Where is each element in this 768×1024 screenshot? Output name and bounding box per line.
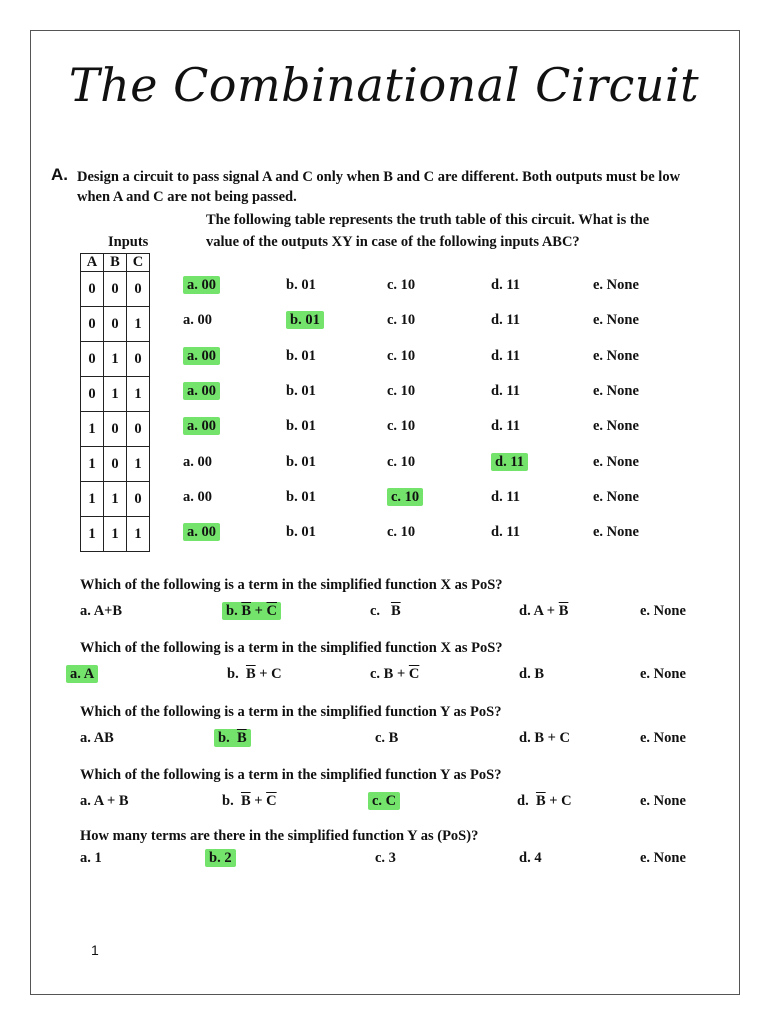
truth-row-8-option-c[interactable] (387, 524, 415, 541)
truth-table-cell: 0 (104, 272, 127, 307)
truth-row-4-option-d[interactable] (491, 383, 520, 400)
truth-table-cell: 1 (127, 377, 150, 412)
truth-option-label: e. None (593, 347, 639, 364)
q3-b-term: $\overline{B}$ (236, 730, 247, 746)
truth-option-label: b. 01 (286, 382, 316, 399)
truth-table-row (81, 307, 150, 342)
q2-option-e[interactable]: e. None (640, 666, 686, 682)
truth-option-label: a. 00 (183, 523, 220, 541)
q2-c-prefix: c. B + (370, 666, 409, 682)
intro-line-4: value of the outputs XY in case of the following inputs ABC? (206, 234, 580, 250)
truth-option-label: d. 11 (491, 418, 521, 435)
q5-option-b-highlight: b. 2 (205, 849, 236, 867)
truth-row-1-option-c[interactable] (387, 277, 415, 294)
q4-option-c[interactable] (368, 793, 400, 810)
q1-option-d[interactable] (519, 603, 568, 620)
truth-option-label: e. None (593, 488, 639, 505)
truth-option-label: b. 01 (286, 524, 316, 541)
truth-option-label: d. 11 (491, 488, 521, 505)
truth-option-label: d. 11 (491, 347, 521, 364)
truth-row-8-option-e[interactable] (593, 524, 639, 541)
q4-b-term1: $\overline{B}$ (240, 793, 251, 809)
truth-option-label: e. None (593, 277, 639, 293)
truth-table-header (81, 254, 150, 272)
q2-option-c[interactable] (370, 666, 419, 683)
q2-b-term: $\overline{B}$ (245, 666, 256, 682)
truth-row-6-option-c[interactable] (387, 454, 415, 471)
truth-table-cell: 0 (81, 307, 104, 342)
q1-option-b[interactable] (222, 603, 281, 620)
truth-option-label: a. 00 (183, 276, 220, 294)
truth-option-label: c. 10 (387, 312, 416, 329)
truth-row-3-option-a[interactable] (183, 348, 220, 365)
truth-table-cell: 0 (104, 447, 127, 482)
truth-table-row (81, 517, 150, 552)
truth-option-label: a. 00 (183, 382, 220, 400)
truth-row-8-option-b[interactable] (286, 524, 316, 541)
intro-line-2: when A and C are not being passed. (77, 189, 297, 205)
truth-row-2-option-d[interactable] (491, 312, 520, 329)
q1-option-c[interactable] (370, 603, 401, 620)
truth-table-cell: 1 (81, 412, 104, 447)
question-label: A. (51, 165, 68, 184)
q4-d-prefix: d. (517, 793, 529, 809)
q3-b-prefix: b. (218, 730, 230, 746)
q4-option-a[interactable]: a. A + B (80, 793, 129, 809)
truth-row-4-option-a[interactable] (183, 383, 220, 400)
intro-line-1: Design a circuit to pass signal A and C only when B and C are different. Both outputs must be low (77, 169, 681, 185)
truth-table-cell: 0 (81, 272, 104, 307)
truth-row-1-option-b[interactable] (286, 277, 316, 294)
truth-row-4-option-c[interactable] (387, 383, 415, 400)
q1-b-op: + (251, 603, 267, 619)
truth-table-cell: 1 (104, 517, 127, 552)
truth-table-cell: 1 (127, 307, 150, 342)
truth-option-label: e. None (593, 382, 639, 399)
truth-table-row (81, 447, 150, 482)
truth-row-7-option-b[interactable] (286, 489, 316, 506)
q4-option-b[interactable] (222, 793, 277, 810)
inputs-label: Inputs (108, 234, 149, 250)
truth-option-label: d. 11 (491, 524, 521, 541)
truth-row-2-option-c[interactable] (387, 312, 415, 329)
truth-table-cell: 1 (81, 482, 104, 517)
q5-text: How many terms are there in the simplified function Y as (PoS)? (80, 828, 479, 844)
truth-option-label: e. None (593, 524, 639, 541)
q5-option-b[interactable] (205, 850, 236, 867)
q1-c-term: $\overline{B}$ (390, 603, 401, 619)
q1-d-term: $\overline{B}$ (558, 603, 569, 619)
truth-table-cell: 1 (104, 342, 127, 377)
truth-row-4-option-e[interactable] (593, 383, 639, 400)
q4-option-d[interactable] (517, 793, 572, 810)
truth-table-row (81, 482, 150, 517)
q3-option-b-highlight (214, 729, 251, 747)
intro-line-3: The following table represents the truth table of this circuit. What is the (206, 212, 650, 228)
page-number: 1 (91, 942, 99, 958)
q5-option-e[interactable]: e. None (640, 850, 686, 866)
truth-option-label: c. 10 (387, 277, 416, 293)
truth-row-5-option-b[interactable] (286, 418, 316, 435)
truth-table-cell: 1 (104, 377, 127, 412)
truth-table-row (81, 272, 150, 307)
q4-b-op: + (250, 793, 267, 809)
truth-option-label: a. 00 (183, 417, 220, 435)
truth-option-label: c. 10 (387, 382, 416, 399)
truth-option-label: b. 01 (286, 418, 316, 435)
truth-table-cell: 0 (127, 272, 150, 307)
q1-option-a[interactable]: a. A+B (80, 603, 123, 619)
truth-table-cell: 0 (104, 307, 127, 342)
truth-row-6-option-b[interactable] (286, 454, 316, 471)
truth-row-7-option-d[interactable] (491, 489, 520, 506)
truth-table-row (81, 412, 150, 447)
q1-b-term2: $\overline{C}$ (266, 603, 277, 619)
q4-text: Which of the following is a term in the simplified function Y as PoS? (80, 767, 502, 783)
truth-option-label: e. None (593, 418, 639, 435)
truth-table-cell: 1 (127, 447, 150, 482)
q3-option-c[interactable]: c. B (375, 730, 399, 746)
q3-option-d[interactable]: d. B + C (519, 730, 570, 746)
truth-option-label: a. 00 (183, 347, 220, 365)
truth-row-7-option-a[interactable] (183, 489, 212, 506)
truth-row-2-option-a[interactable] (183, 312, 212, 329)
page-title: The Combinational Circuit (68, 58, 700, 112)
truth-option-label: a. 00 (183, 312, 212, 329)
truth-table-cell: 0 (104, 412, 127, 447)
truth-table-cell: 0 (127, 342, 150, 377)
truth-row-3-option-b[interactable] (286, 348, 316, 365)
truth-option-label: c. 10 (387, 524, 416, 541)
truth-option-label: d. 11 (491, 312, 521, 329)
q4-d-term: $\overline{B}$ (535, 793, 546, 809)
truth-row-3-option-d[interactable] (491, 348, 520, 365)
q4-option-c-highlight: c. C (368, 792, 400, 810)
truth-option-label: b. 01 (286, 453, 316, 470)
q3-text: Which of the following is a term in the simplified function Y as PoS? (80, 704, 502, 720)
q4-option-e[interactable]: e. None (640, 793, 686, 809)
truth-option-label: d. 11 (491, 277, 521, 293)
truth-option-label: d. 11 (491, 382, 521, 399)
truth-row-4-option-b[interactable] (286, 383, 316, 400)
q1-d-prefix: d. A + (519, 603, 559, 619)
q2-c-term: $\overline{C}$ (408, 666, 420, 682)
truth-option-label: e. None (593, 453, 639, 470)
header-b: B (104, 254, 127, 272)
truth-row-1-option-a[interactable] (183, 277, 220, 294)
truth-row-7-option-c[interactable] (387, 489, 423, 506)
truth-row-8-option-d[interactable] (491, 524, 520, 541)
q5-option-d[interactable]: d. 4 (519, 850, 542, 866)
truth-option-label: b. 01 (286, 488, 316, 505)
q3-option-a[interactable]: a. AB (80, 730, 114, 746)
truth-row-3-option-e[interactable] (593, 348, 639, 365)
truth-row-1-option-d[interactable] (491, 277, 520, 294)
q4-b-prefix: b. (222, 793, 234, 809)
q1-text: Which of the following is a term in the simplified function X as PoS? (80, 577, 503, 593)
truth-table-cell: 1 (104, 482, 127, 517)
q1-b-prefix: b. (226, 603, 238, 619)
truth-table-cell: 1 (81, 517, 104, 552)
truth-option-label: d. 11 (491, 453, 528, 471)
truth-row-5-option-a[interactable] (183, 418, 220, 435)
truth-option-label: c. 10 (387, 453, 416, 470)
truth-row-3-option-c[interactable] (387, 348, 415, 365)
truth-row-7-option-e[interactable] (593, 489, 639, 506)
truth-row-6-option-d[interactable] (491, 454, 528, 471)
truth-row-6-option-a[interactable] (183, 454, 212, 471)
q3-option-b[interactable] (214, 730, 251, 747)
q2-b-prefix: b. (227, 666, 239, 682)
truth-row-5-option-d[interactable] (491, 418, 520, 435)
truth-table-cell: 0 (81, 377, 104, 412)
truth-table-cell: 0 (127, 412, 150, 447)
truth-row-8-option-a[interactable] (183, 524, 220, 541)
truth-option-label: e. None (593, 312, 639, 329)
q3-option-e[interactable]: e. None (640, 730, 686, 746)
q2-option-a[interactable] (66, 666, 98, 683)
q2-option-a-highlight: a. A (66, 665, 98, 683)
truth-option-label: c. 10 (387, 488, 423, 506)
truth-row-5-option-e[interactable] (593, 418, 639, 435)
truth-row-5-option-c[interactable] (387, 418, 415, 435)
truth-option-label: c. 10 (387, 418, 416, 435)
truth-option-label: a. 00 (183, 488, 212, 505)
truth-option-label: b. 01 (286, 311, 324, 329)
truth-row-2-option-e[interactable] (593, 312, 639, 329)
truth-option-label: c. 10 (387, 347, 416, 364)
header-a: A (81, 254, 104, 272)
q4-b-term2: $\overline{C}$ (266, 793, 277, 809)
truth-table (80, 253, 150, 552)
truth-option-label: b. 01 (286, 347, 316, 364)
truth-option-label: b. 01 (286, 277, 316, 293)
truth-table-row (81, 377, 150, 412)
q5-option-a[interactable]: a. 1 (80, 850, 102, 866)
truth-table-cell: 1 (127, 517, 150, 552)
truth-option-label: a. 00 (183, 453, 212, 470)
truth-table-row (81, 342, 150, 377)
truth-table-cell: 0 (127, 482, 150, 517)
truth-row-6-option-e[interactable] (593, 454, 639, 471)
q2-b-rest: + C (255, 666, 282, 682)
q1-b-term1: $\overline{B}$ (241, 603, 251, 619)
truth-table-cell: 0 (81, 342, 104, 377)
q2-option-d[interactable]: d. B (519, 666, 544, 682)
q2-option-b[interactable] (227, 666, 282, 683)
q5-option-c[interactable]: c. 3 (375, 850, 396, 866)
q1-c-prefix: c. (370, 603, 381, 619)
q4-d-rest: + C (545, 793, 572, 809)
q1-option-e[interactable]: e. None (640, 603, 686, 619)
truth-row-2-option-b[interactable] (286, 312, 324, 329)
q2-text: Which of the following is a term in the simplified function X as PoS? (80, 640, 503, 656)
q1-option-b-highlight (222, 602, 281, 620)
truth-table-cell: 1 (81, 447, 104, 482)
truth-row-1-option-e[interactable] (593, 277, 639, 294)
header-c: C (127, 254, 150, 272)
